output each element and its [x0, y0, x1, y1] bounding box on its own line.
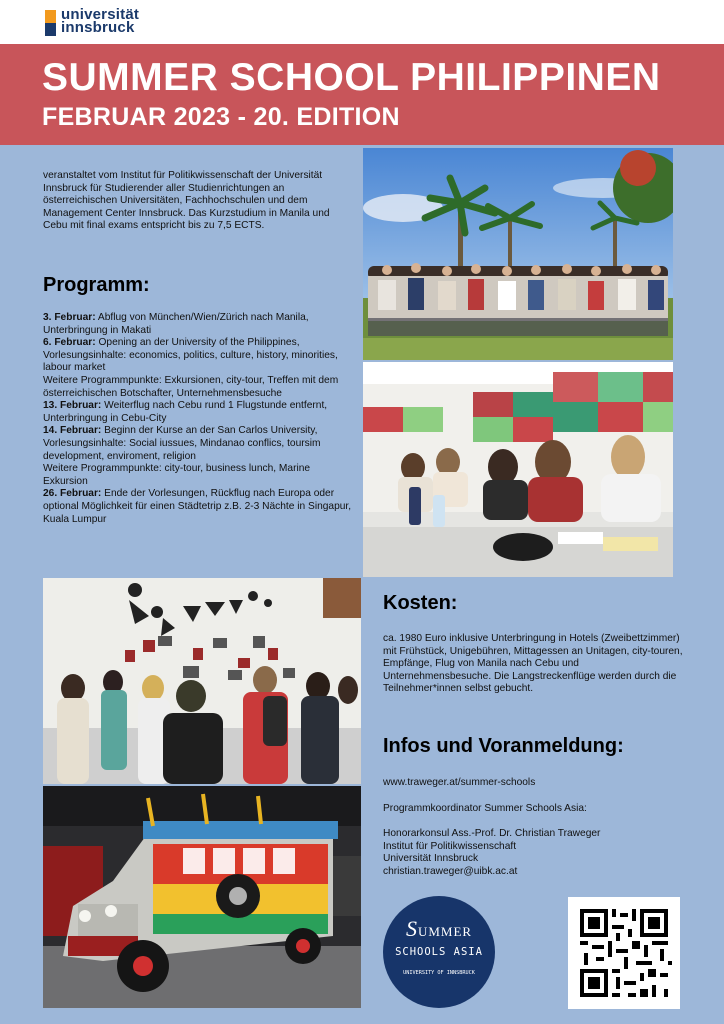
kosten-heading: Kosten:: [383, 592, 458, 614]
contact-email[interactable]: christian.traweger@uibk.ac.at: [383, 865, 518, 877]
title-banner: [0, 44, 724, 145]
programm-item: [43, 400, 355, 425]
infos-heading: Infos und Voranmeldung:: [383, 735, 624, 757]
programm-date: 3. Februar:: [43, 312, 96, 323]
kosten-text: ca. 1980 Euro inklusive Unterbringung in Hotels (Zweibettzimmer) mit Frühstück, Unigebühren, Mittagessen an Unitagen, city-touren, Empfänge, Flug von Manila nach Cebu und Unternehmensbesuche. Die Langstreckenflüge werden durch die Teilnehmer*innen selbst gebucht.: [383, 633, 683, 695]
programm-date: 26. Februar:: [43, 488, 102, 500]
badge-line1-wrap: [383, 916, 495, 942]
programm-date: 14. Februar:: [43, 425, 102, 437]
exhibition-photo: [43, 578, 361, 784]
university-logo[interactable]: [45, 8, 139, 36]
jeepney-photo: [43, 786, 361, 1008]
coordinator-label: Programmkoordinator Summer Schools Asia:: [383, 802, 587, 814]
programm-text: Opening an der University of the Philippines, Vorlesungsinhalte: economics, politics, culture, history, minorities, labour market: [43, 337, 338, 374]
badge-line3: UNIVERSITY OF INNSBRUCK: [403, 970, 475, 976]
programm-text: Weitere Programmpunkte: city-tour, business lunch, Marine Exkursion: [43, 463, 311, 487]
contact-institute: Institut für Politikwissenschaft: [383, 840, 517, 852]
logo-mark-icon: [45, 10, 56, 36]
programm-heading: Programm:: [43, 274, 150, 296]
infos-block: [383, 777, 683, 879]
logo-line2: innsbruck: [61, 19, 135, 36]
contact-name: Honorarkonsul Ass.-Prof. Dr. Christian Traweger: [383, 828, 601, 840]
website-link[interactable]: www.traweger.at/summer-schools: [383, 777, 536, 788]
programm-date: 13. Februar:: [43, 400, 102, 412]
programm-item: [43, 312, 355, 337]
summer-schools-asia-badge: [383, 896, 495, 1008]
header-bar: [0, 0, 724, 44]
page-title: SUMMER SCHOOL PHILIPPINEN: [42, 56, 661, 99]
page-subtitle: FEBRUAR 2023 - 20. EDITION: [42, 103, 400, 131]
programm-text: Ende der Vorlesungen, Rückflug nach Europa oder optional Möglichkeit für einen Städtetrip z.B. 2-3 Nächte in Singapur, Kuala Lumpur: [43, 488, 352, 525]
badge-initial: S: [405, 916, 418, 941]
programm-item: [43, 425, 355, 463]
programm-text: Abflug von München/Wien/Zürich nach Manila, Unterbringung in Makati: [43, 312, 309, 336]
programm-text: Weitere Programmpunkte: Exkursionen, city-tour, Treffen mit dem österreichischen Botschafter, Unternehmensbesuche: [43, 374, 339, 399]
programm-list: [43, 312, 355, 526]
badge-line1: UMMER: [417, 924, 473, 939]
programm-item: [43, 337, 355, 375]
contact-university: Universität Innsbruck: [383, 853, 479, 865]
programm-text: Beginn der Kurse an der San Carlos University, Vorlesungsinhalte: Social iussues, Mindanao conflics, toursim development, enviroment, religion: [43, 425, 321, 462]
qr-code[interactable]: [568, 897, 680, 1009]
programm-item: [43, 375, 355, 400]
badge-line2: SCHOOLS ASIA: [395, 946, 483, 958]
group-photo: [363, 148, 673, 360]
intro-text: veranstaltet vom Institut für Politikwissenschaft der Universität Innsbruck für Studierender aller Studienrichtungen an österreichischen Universitäten, Fachhochschulen und dem Management Center Innsbruck. Das Kurzstudium in Manila und Cebu mit final exams entspricht bis zu 7,5 ECTS.: [43, 170, 330, 232]
programm-date: 6. Februar:: [43, 337, 96, 349]
programm-item: [43, 488, 355, 526]
classroom-photo: [363, 362, 673, 577]
logo-line1: universität: [61, 6, 140, 23]
programm-text: Weiterflug nach Cebu rund 1 Flugstunde entfernt, Unterbringung in Cebu-City: [43, 400, 328, 424]
programm-item: [43, 463, 355, 488]
